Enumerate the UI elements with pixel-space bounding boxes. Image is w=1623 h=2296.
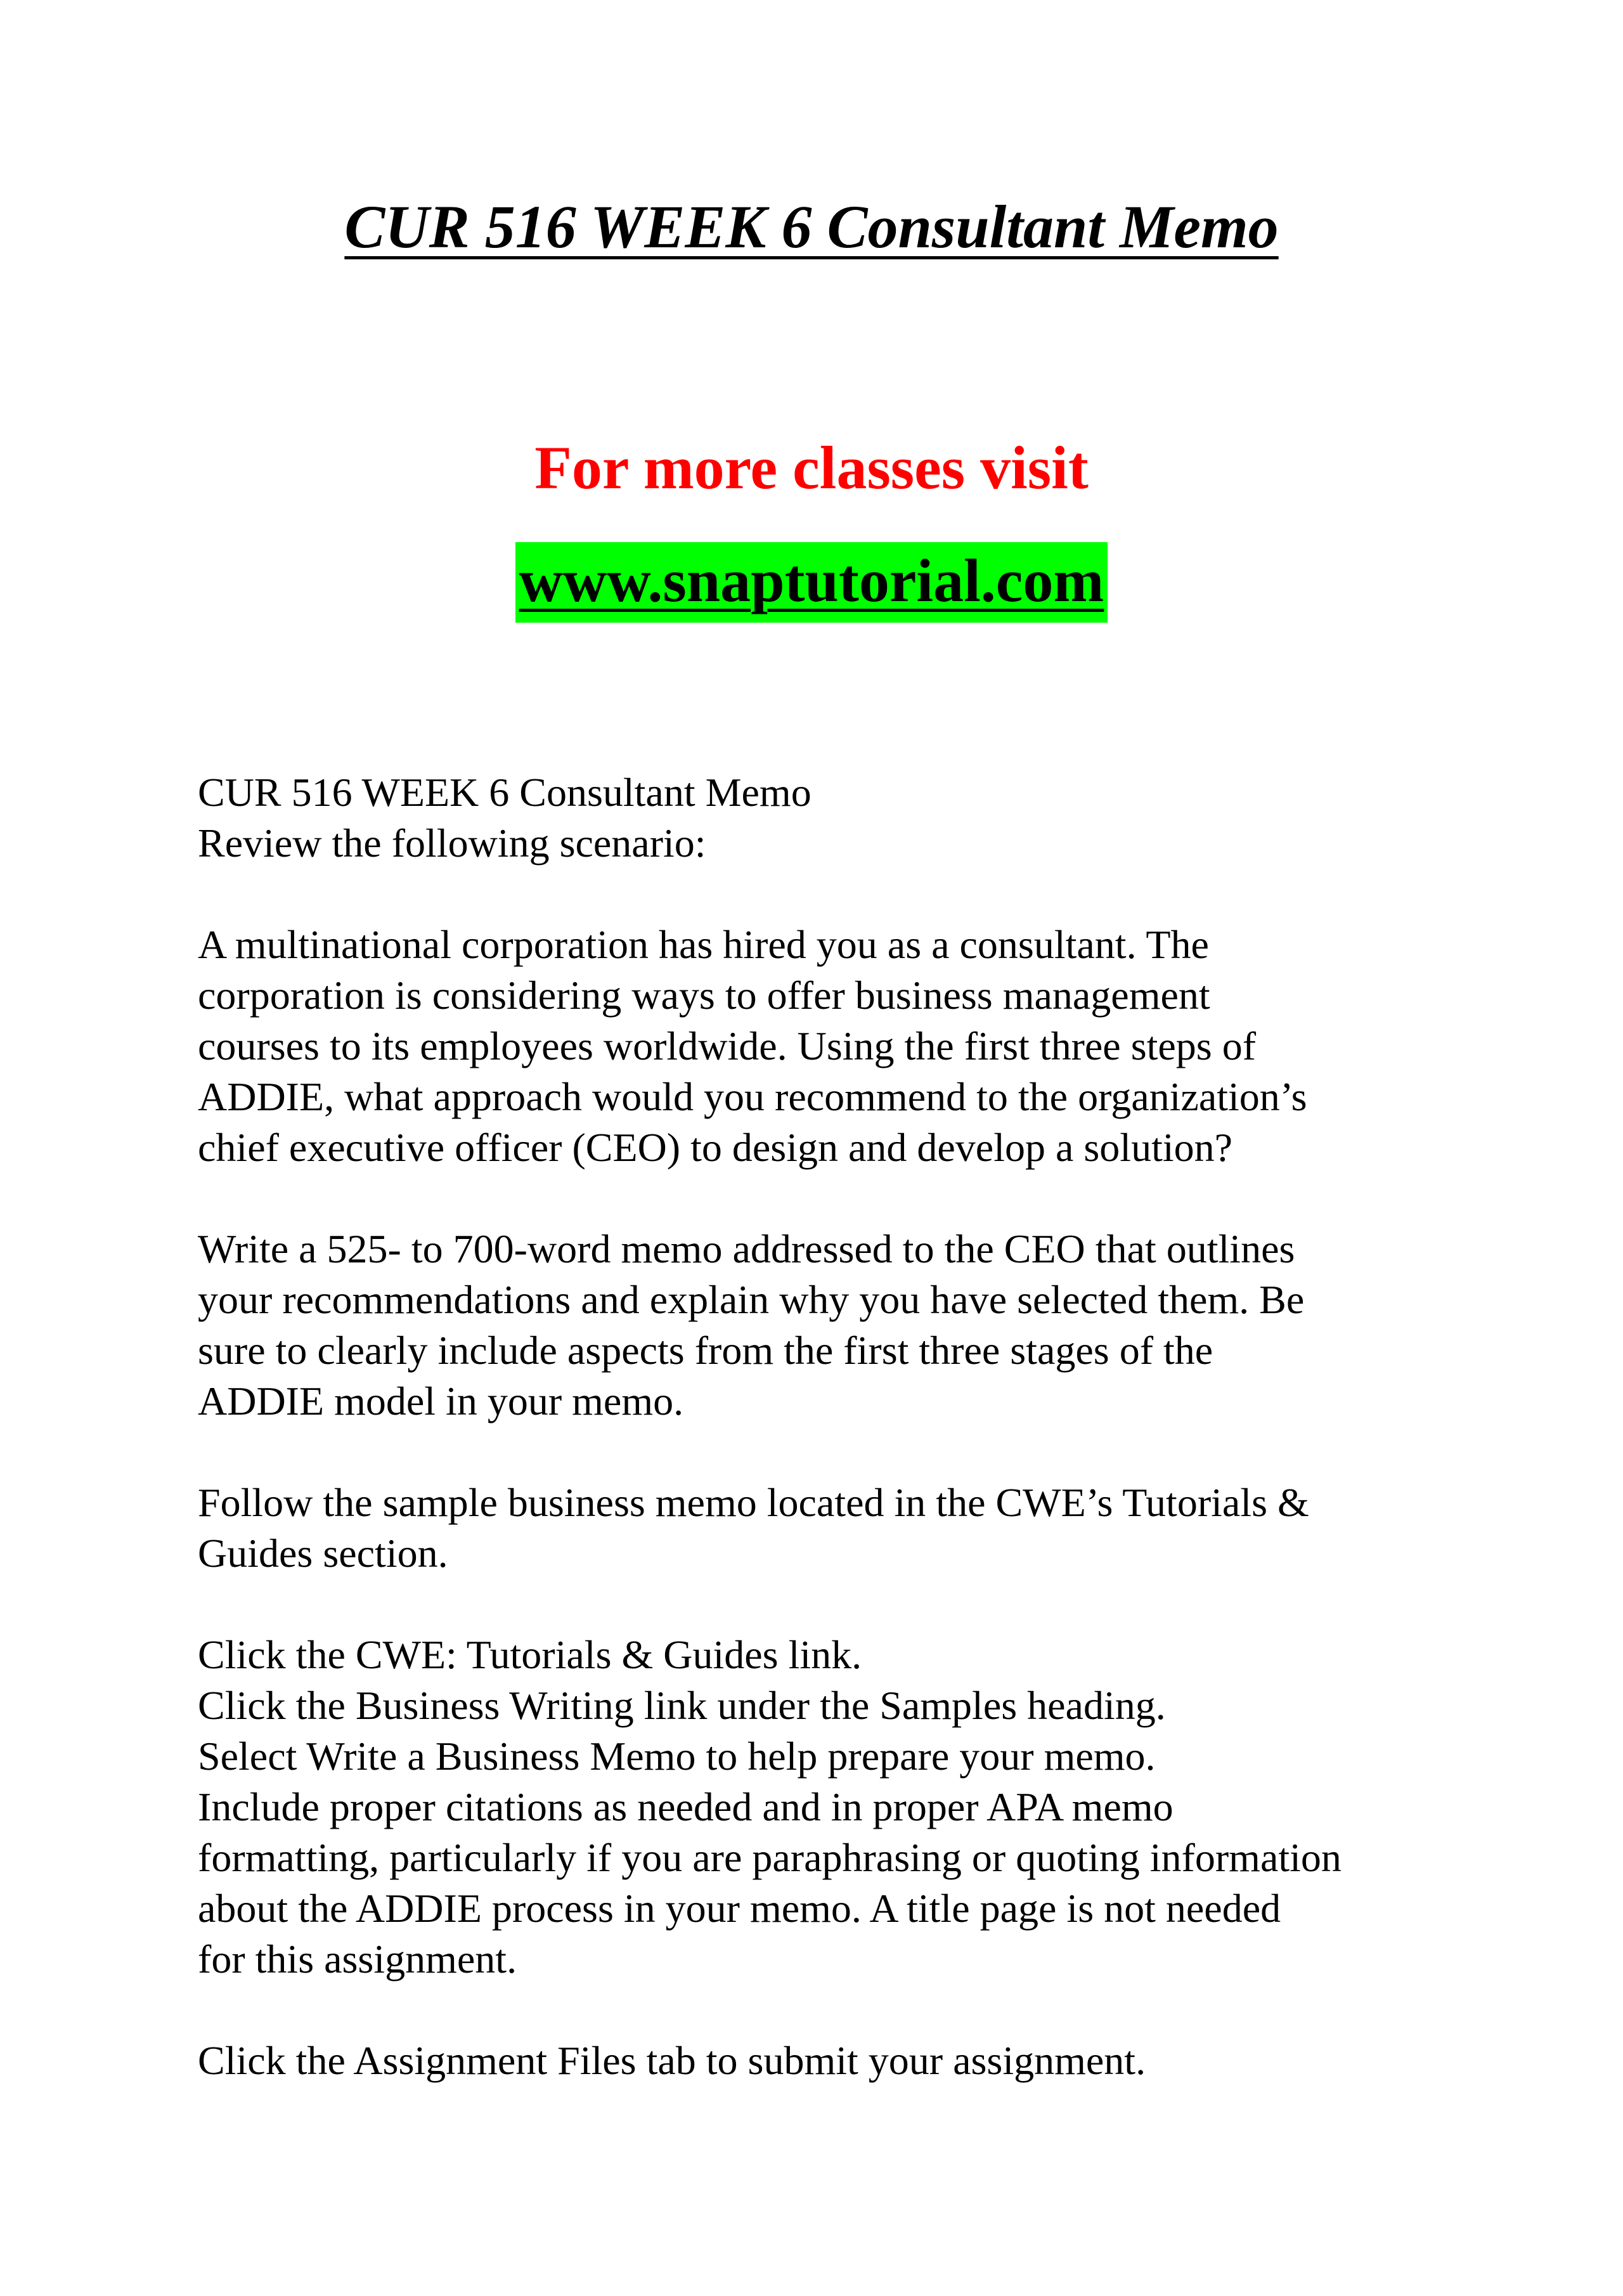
text-line: for this assignment. <box>198 1936 517 1981</box>
paragraph <box>198 1224 1516 1427</box>
promo-url-container <box>0 542 1623 623</box>
paragraph <box>198 2035 1516 2086</box>
text-line: Follow the sample business memo located in the CWE’s Tutorials & <box>198 1480 1309 1525</box>
text-line: A multinational corporation has hired you as a consultant. The <box>198 922 1209 967</box>
text-line: corporation is considering ways to offer business management <box>198 973 1210 1018</box>
text-line: Guides section. <box>198 1531 448 1576</box>
text-line: Include proper citations as needed and in proper APA memo <box>198 1784 1174 1829</box>
text-line: ADDIE model in your memo. <box>198 1378 684 1424</box>
promo-text: For more classes visit <box>534 434 1089 502</box>
text-line: Click the Business Writing link under the Samples heading. <box>198 1683 1166 1728</box>
text-line: Select Write a Business Memo to help prepare your memo. <box>198 1734 1156 1779</box>
text-line: Click the CWE: Tutorials & Guides link. <box>198 1632 862 1677</box>
text-line: Write a 525- to 700-word memo addressed to the CEO that outlines <box>198 1226 1295 1271</box>
text-line: sure to clearly include aspects from the first three stages of the <box>198 1328 1213 1373</box>
paragraph <box>198 1477 1516 1579</box>
paragraph <box>198 767 1516 869</box>
text-line: chief executive officer (CEO) to design and develop a solution? <box>198 1125 1233 1170</box>
text-line: your recommendations and explain why you have selected them. Be <box>198 1277 1305 1322</box>
promo-url-link[interactable]: www.snaptutorial.com <box>515 542 1108 623</box>
text-line: Click the Assignment Files tab to submit your assignment. <box>198 2038 1146 2083</box>
text-line: formatting, particularly if you are paraphrasing or quoting information <box>198 1835 1342 1880</box>
text-line: Review the following scenario: <box>198 820 706 866</box>
document-title: CUR 516 WEEK 6 Consultant Memo <box>344 193 1279 261</box>
paragraph <box>198 1630 1516 1985</box>
text-line: courses to its employees worldwide. Using the first three steps of <box>198 1023 1256 1068</box>
document-body <box>198 767 1516 2137</box>
text-line: about the ADDIE process in your memo. A title page is not needed <box>198 1886 1281 1931</box>
text-line: CUR 516 WEEK 6 Consultant Memo <box>198 770 812 815</box>
text-line: ADDIE, what approach would you recommend to the organization’s <box>198 1074 1307 1119</box>
paragraph <box>198 919 1516 1173</box>
